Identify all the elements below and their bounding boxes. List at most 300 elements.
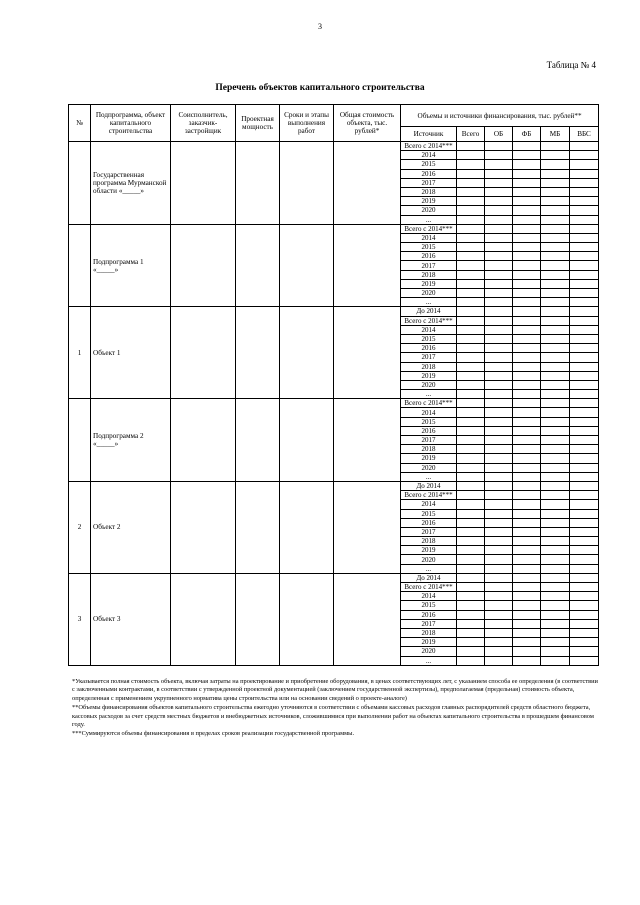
vbs-cell <box>570 178 599 187</box>
vbs-cell <box>570 151 599 160</box>
total-cell <box>457 252 485 261</box>
fb-cell <box>513 445 541 454</box>
object-name: Подпрограмма 2 «_____» <box>91 399 171 482</box>
funding-source-cell: 2017 <box>401 353 457 362</box>
total-cell <box>457 206 485 215</box>
ob-cell <box>485 527 513 536</box>
mb-cell <box>541 307 570 316</box>
ob-cell <box>485 307 513 316</box>
fb-cell <box>513 279 541 288</box>
vbs-cell <box>570 573 599 582</box>
mb-cell <box>541 592 570 601</box>
funding-source-cell: До 2014 <box>401 573 457 582</box>
mb-cell <box>541 224 570 233</box>
funding-source-cell: Всего с 2014*** <box>401 142 457 151</box>
cost-cell <box>334 481 401 573</box>
fb-cell <box>513 380 541 389</box>
total-cell <box>457 279 485 288</box>
mb-cell <box>541 399 570 408</box>
ob-cell <box>485 647 513 656</box>
mb-cell <box>541 325 570 334</box>
fb-cell <box>513 527 541 536</box>
mb-cell <box>541 270 570 279</box>
header-ob: ОБ <box>485 127 513 142</box>
fb-cell <box>513 169 541 178</box>
table-row <box>69 224 599 233</box>
fb-cell <box>513 353 541 362</box>
fb-cell <box>513 243 541 252</box>
ob-cell <box>485 518 513 527</box>
ob-cell <box>485 638 513 647</box>
fb-cell <box>513 638 541 647</box>
total-cell <box>457 426 485 435</box>
object-number <box>69 399 91 482</box>
ob-cell <box>485 445 513 454</box>
table-label: Таблица № 4 <box>546 60 596 70</box>
funding-source-cell: 2016 <box>401 518 457 527</box>
fb-cell <box>513 371 541 380</box>
funding-source-cell: 2014 <box>401 408 457 417</box>
fb-cell <box>513 601 541 610</box>
funding-source-cell: 2020 <box>401 289 457 298</box>
header-vbs: ВБС <box>570 127 599 142</box>
vbs-cell <box>570 261 599 270</box>
table-row <box>69 307 599 316</box>
mb-cell <box>541 638 570 647</box>
vbs-cell <box>570 656 599 665</box>
funding-source-cell: ... <box>401 390 457 399</box>
total-cell <box>457 491 485 500</box>
fb-cell <box>513 334 541 343</box>
fb-cell <box>513 454 541 463</box>
object-number: 1 <box>69 307 91 399</box>
vbs-cell <box>570 445 599 454</box>
total-cell <box>457 197 485 206</box>
mb-cell <box>541 628 570 637</box>
total-cell <box>457 325 485 334</box>
ob-cell <box>485 252 513 261</box>
object-name: Объект 1 <box>91 307 171 399</box>
funding-source-cell: 2014 <box>401 500 457 509</box>
funding-source-cell: 2014 <box>401 151 457 160</box>
header-funding: Объемы и источники финансирования, тыс. рублей** <box>401 105 599 127</box>
funding-source-cell: 2015 <box>401 417 457 426</box>
object-name: Объект 3 <box>91 573 171 665</box>
total-cell <box>457 417 485 426</box>
funding-source-cell: 2019 <box>401 546 457 555</box>
funding-source-cell: 2015 <box>401 160 457 169</box>
funding-source-cell: ... <box>401 564 457 573</box>
total-cell <box>457 445 485 454</box>
vbs-cell <box>570 638 599 647</box>
total-cell <box>457 500 485 509</box>
ob-cell <box>485 509 513 518</box>
funding-source-cell: 2018 <box>401 187 457 196</box>
vbs-cell <box>570 399 599 408</box>
mb-cell <box>541 417 570 426</box>
fb-cell <box>513 426 541 435</box>
vbs-cell <box>570 619 599 628</box>
fb-cell <box>513 463 541 472</box>
ob-cell <box>485 187 513 196</box>
ob-cell <box>485 151 513 160</box>
header-capacity: Проектная мощность <box>236 105 280 142</box>
funding-source-cell: 2014 <box>401 325 457 334</box>
fb-cell <box>513 546 541 555</box>
vbs-cell <box>570 206 599 215</box>
ob-cell <box>485 380 513 389</box>
total-cell <box>457 518 485 527</box>
vbs-cell <box>570 601 599 610</box>
vbs-cell <box>570 537 599 546</box>
vbs-cell <box>570 316 599 325</box>
funding-source-cell: 2015 <box>401 509 457 518</box>
funding-source-cell: 2018 <box>401 445 457 454</box>
vbs-cell <box>570 197 599 206</box>
funding-source-cell: Всего с 2014*** <box>401 224 457 233</box>
ob-cell <box>485 610 513 619</box>
total-cell <box>457 380 485 389</box>
cost-cell <box>334 399 401 482</box>
total-cell <box>457 472 485 481</box>
mb-cell <box>541 491 570 500</box>
ob-cell <box>485 454 513 463</box>
mb-cell <box>541 509 570 518</box>
cost-cell <box>334 224 401 307</box>
vbs-cell <box>570 527 599 536</box>
funding-source-cell: 2014 <box>401 592 457 601</box>
total-cell <box>457 270 485 279</box>
ob-cell <box>485 408 513 417</box>
ob-cell <box>485 298 513 307</box>
mb-cell <box>541 555 570 564</box>
total-cell <box>457 261 485 270</box>
ob-cell <box>485 279 513 288</box>
mb-cell <box>541 601 570 610</box>
vbs-cell <box>570 224 599 233</box>
funding-source-cell: ... <box>401 215 457 224</box>
total-cell <box>457 169 485 178</box>
funding-source-cell: 2015 <box>401 334 457 343</box>
funding-source-cell: 2016 <box>401 169 457 178</box>
fb-cell <box>513 233 541 242</box>
fb-cell <box>513 610 541 619</box>
object-number <box>69 142 91 225</box>
total-cell <box>457 160 485 169</box>
fb-cell <box>513 583 541 592</box>
vbs-cell <box>570 252 599 261</box>
table-row <box>69 142 599 151</box>
footnote-2: **Объемы финансирования объектов капитального строительства ежегодно уточняются в соответствии с объемами кассовых расходов главных распорядителей средств областного бюджета, кассовых расходов за счет средств местных бюджетов и внебюджетных источников, сложившимися при выполнении работ на объектах капитального строительства в прошедшем финансовом году. <box>72 704 594 729</box>
mb-cell <box>541 472 570 481</box>
vbs-cell <box>570 334 599 343</box>
ob-cell <box>485 160 513 169</box>
fb-cell <box>513 325 541 334</box>
mb-cell <box>541 583 570 592</box>
ob-cell <box>485 390 513 399</box>
capacity-cell <box>236 481 280 573</box>
ob-cell <box>485 142 513 151</box>
ob-cell <box>485 601 513 610</box>
mb-cell <box>541 546 570 555</box>
fb-cell <box>513 628 541 637</box>
fb-cell <box>513 399 541 408</box>
header-mb: МБ <box>541 127 570 142</box>
funding-source-cell: 2020 <box>401 380 457 389</box>
mb-cell <box>541 316 570 325</box>
executor-cell <box>171 307 236 399</box>
ob-cell <box>485 426 513 435</box>
total-cell <box>457 243 485 252</box>
funding-source-cell: Всего с 2014*** <box>401 316 457 325</box>
mb-cell <box>541 142 570 151</box>
ob-cell <box>485 334 513 343</box>
vbs-cell <box>570 472 599 481</box>
ob-cell <box>485 169 513 178</box>
cost-cell <box>334 307 401 399</box>
total-cell <box>457 298 485 307</box>
fb-cell <box>513 509 541 518</box>
mb-cell <box>541 151 570 160</box>
funding-source-cell: 2018 <box>401 270 457 279</box>
total-cell <box>457 151 485 160</box>
fb-cell <box>513 537 541 546</box>
vbs-cell <box>570 509 599 518</box>
mb-cell <box>541 178 570 187</box>
header-object: Подпрограмма, объект капитального строительства <box>91 105 171 142</box>
mb-cell <box>541 298 570 307</box>
total-cell <box>457 371 485 380</box>
ob-cell <box>485 656 513 665</box>
total-cell <box>457 592 485 601</box>
vbs-cell <box>570 380 599 389</box>
total-cell <box>457 573 485 582</box>
vbs-cell <box>570 187 599 196</box>
funding-source-cell: 2019 <box>401 197 457 206</box>
ob-cell <box>485 261 513 270</box>
ob-cell <box>485 224 513 233</box>
mb-cell <box>541 463 570 472</box>
vbs-cell <box>570 233 599 242</box>
vbs-cell <box>570 491 599 500</box>
vbs-cell <box>570 243 599 252</box>
fb-cell <box>513 178 541 187</box>
ob-cell <box>485 583 513 592</box>
ob-cell <box>485 325 513 334</box>
total-cell <box>457 399 485 408</box>
header-cost: Общая стоимость объекта, тыс. рублей* <box>334 105 401 142</box>
table-row <box>69 573 599 582</box>
mb-cell <box>541 362 570 371</box>
funding-source-cell: 2017 <box>401 261 457 270</box>
mb-cell <box>541 261 570 270</box>
ob-cell <box>485 628 513 637</box>
object-name: Государственная программа Мурманской области «_____» <box>91 142 171 225</box>
object-number: 3 <box>69 573 91 665</box>
mb-cell <box>541 334 570 343</box>
mb-cell <box>541 481 570 490</box>
vbs-cell <box>570 564 599 573</box>
total-cell <box>457 546 485 555</box>
mb-cell <box>541 564 570 573</box>
vbs-cell <box>570 417 599 426</box>
funding-source-cell: ... <box>401 472 457 481</box>
total-cell <box>457 656 485 665</box>
mb-cell <box>541 610 570 619</box>
ob-cell <box>485 564 513 573</box>
mb-cell <box>541 289 570 298</box>
total-cell <box>457 408 485 417</box>
fb-cell <box>513 417 541 426</box>
vbs-cell <box>570 160 599 169</box>
ob-cell <box>485 197 513 206</box>
ob-cell <box>485 371 513 380</box>
fb-cell <box>513 289 541 298</box>
table-row <box>69 399 599 408</box>
ob-cell <box>485 573 513 582</box>
executor-cell <box>171 224 236 307</box>
mb-cell <box>541 353 570 362</box>
capacity-cell <box>236 224 280 307</box>
fb-cell <box>513 142 541 151</box>
ob-cell <box>485 353 513 362</box>
vbs-cell <box>570 215 599 224</box>
total-cell <box>457 481 485 490</box>
total-cell <box>457 353 485 362</box>
vbs-cell <box>570 426 599 435</box>
terms-cell <box>280 481 334 573</box>
vbs-cell <box>570 454 599 463</box>
ob-cell <box>485 362 513 371</box>
ob-cell <box>485 463 513 472</box>
terms-cell <box>280 573 334 665</box>
executor-cell <box>171 481 236 573</box>
fb-cell <box>513 215 541 224</box>
vbs-cell <box>570 344 599 353</box>
funding-source-cell: 2015 <box>401 243 457 252</box>
mb-cell <box>541 573 570 582</box>
ob-cell <box>485 178 513 187</box>
header-num: № <box>69 105 91 142</box>
vbs-cell <box>570 518 599 527</box>
header-executor: Соисполнитель, заказчик-застройщик <box>171 105 236 142</box>
fb-cell <box>513 151 541 160</box>
funding-source-cell: 2019 <box>401 454 457 463</box>
vbs-cell <box>570 270 599 279</box>
ob-cell <box>485 537 513 546</box>
funding-source-cell: 2017 <box>401 436 457 445</box>
total-cell <box>457 344 485 353</box>
fb-cell <box>513 436 541 445</box>
funding-source-cell: 2016 <box>401 252 457 261</box>
vbs-cell <box>570 371 599 380</box>
fb-cell <box>513 187 541 196</box>
object-name: Объект 2 <box>91 481 171 573</box>
fb-cell <box>513 573 541 582</box>
funding-source-cell: 2016 <box>401 610 457 619</box>
capacity-cell <box>236 399 280 482</box>
total-cell <box>457 215 485 224</box>
fb-cell <box>513 592 541 601</box>
total-cell <box>457 509 485 518</box>
ob-cell <box>485 399 513 408</box>
ob-cell <box>485 619 513 628</box>
vbs-cell <box>570 390 599 399</box>
ob-cell <box>485 233 513 242</box>
fb-cell <box>513 390 541 399</box>
fb-cell <box>513 555 541 564</box>
mb-cell <box>541 252 570 261</box>
total-cell <box>457 537 485 546</box>
fb-cell <box>513 564 541 573</box>
header-fb: ФБ <box>513 127 541 142</box>
ob-cell <box>485 592 513 601</box>
fb-cell <box>513 647 541 656</box>
header-terms: Сроки и этапы выполнения работ <box>280 105 334 142</box>
footnote-1: *Указывается полная стоимость объекта, включая затраты на проектирование и приобретение оборудования, в ценах соответствующих лет, с указанием способа ее определения (в соответствии с заключенными контрактами, в соответствии с утвержденной проектной документацией (заключением государственной экспертизы), предполагаемая (предельная) стоимость объекта, определенная с применением укрупненного норматива цены строительства или на основании сведений о проекте-аналоге) <box>72 678 598 702</box>
total-cell <box>457 390 485 399</box>
fb-cell <box>513 316 541 325</box>
mb-cell <box>541 243 570 252</box>
total-cell <box>457 178 485 187</box>
fb-cell <box>513 206 541 215</box>
total-cell <box>457 555 485 564</box>
vbs-cell <box>570 408 599 417</box>
ob-cell <box>485 316 513 325</box>
mb-cell <box>541 215 570 224</box>
mb-cell <box>541 500 570 509</box>
vbs-cell <box>570 583 599 592</box>
mb-cell <box>541 537 570 546</box>
vbs-cell <box>570 647 599 656</box>
fb-cell <box>513 408 541 417</box>
total-cell <box>457 527 485 536</box>
ob-cell <box>485 555 513 564</box>
table-row <box>69 481 599 490</box>
fb-cell <box>513 491 541 500</box>
fb-cell <box>513 307 541 316</box>
fb-cell <box>513 619 541 628</box>
funding-source-cell: До 2014 <box>401 481 457 490</box>
footnote-3: ***Суммируются объемы финансирования в пределах сроков реализации государственной программы. <box>72 730 355 738</box>
mb-cell <box>541 454 570 463</box>
funding-source-cell: 2016 <box>401 344 457 353</box>
ob-cell <box>485 472 513 481</box>
document-title: Перечень объектов капитального строительства <box>215 83 425 93</box>
capacity-cell <box>236 142 280 225</box>
header-total: Всего <box>457 127 485 142</box>
total-cell <box>457 233 485 242</box>
fb-cell <box>513 298 541 307</box>
mb-cell <box>541 656 570 665</box>
fb-cell <box>513 224 541 233</box>
vbs-cell <box>570 436 599 445</box>
funding-source-cell: Всего с 2014*** <box>401 491 457 500</box>
ob-cell <box>485 289 513 298</box>
mb-cell <box>541 197 570 206</box>
funding-source-cell: 2020 <box>401 555 457 564</box>
funding-source-cell: 2019 <box>401 279 457 288</box>
total-cell <box>457 224 485 233</box>
ob-cell <box>485 481 513 490</box>
mb-cell <box>541 206 570 215</box>
fb-cell <box>513 518 541 527</box>
vbs-cell <box>570 546 599 555</box>
cost-cell <box>334 142 401 225</box>
mb-cell <box>541 527 570 536</box>
funding-source-cell: 2019 <box>401 371 457 380</box>
mb-cell <box>541 518 570 527</box>
